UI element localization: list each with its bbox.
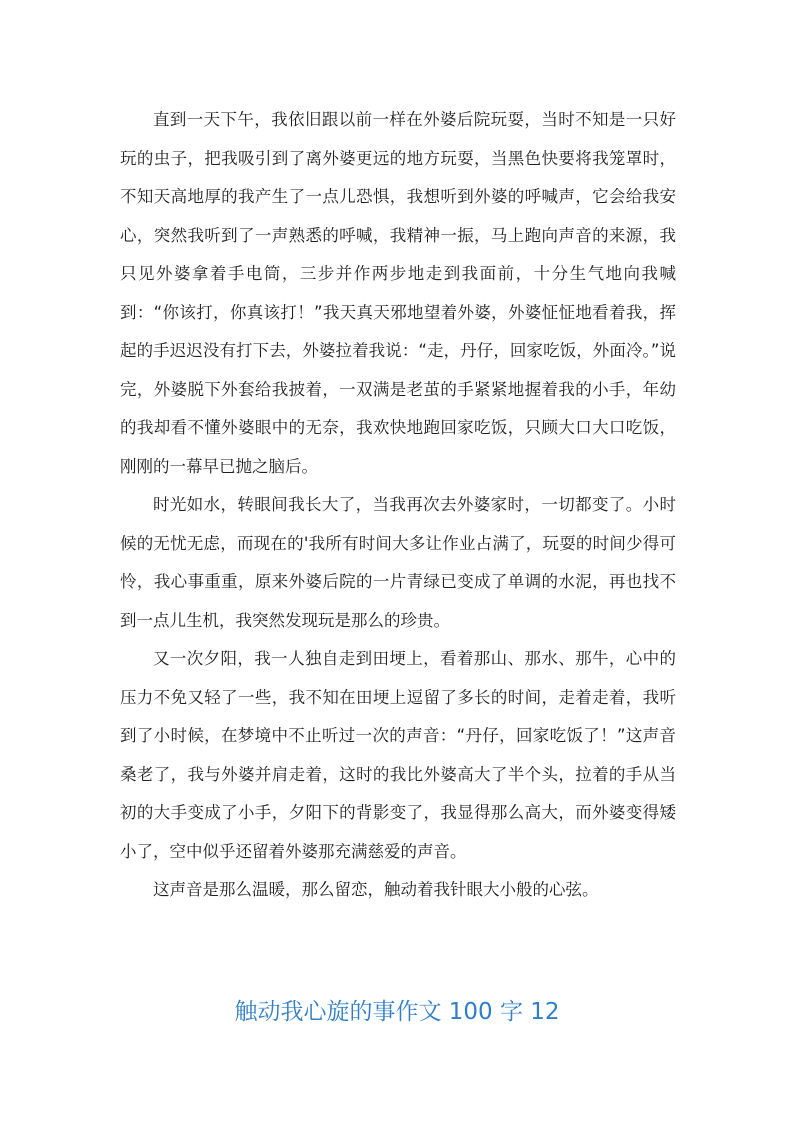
paragraph-3: 又一次夕阳，我一人独自走到田埂上，看着那山、那水、那牛，心中的压力不免又轻了一些，我不知在田埂上逗留了多长的时间，走着走着，我听到了小时候，在梦境中不止听过一次的声音：“丹仔，回家吃饭了！”这声音桑老了，我与外婆并肩走着，这时的我比外婆高大了半个头，拉着的手从当初的大手变成了小手，夕阳下的背影变了，我显得那么高大，而外婆变得矮小了，空中似乎还留着外婆那充满慈爱的声音。 xyxy=(120,649,676,861)
paragraph-1: 直到一天下午，我依旧跟以前一样在外婆后院玩耍，当时不知是一只好玩的虫子，把我吸引到了离外婆更远的地方玩耍，当黑色快要将我笼罩时，不知天高地厚的我产生了一点儿恐惧，我想听到外婆的呼喊声，它会给我安心，突然我听到了一声熟悉的呼喊，我精神一振，马上跑向声音的来源，我只见外婆拿着手电筒，三步并作两步地走到我面前，十分生气地向我喊到：“你该打，你真该打！”我天真天邪地望着外婆，外婆怔怔地看着我，挥起的手迟迟没有打下去，外婆拉着我说：“走，丹仔，回家吃饭，外面冷。”说完，外婆脱下外套给我披着，一双满是老茧的手紧紧地握着我的小手，年幼的我却看不懂外婆眼中的无奈，我欢快地跑回家吃饭，只顾大口大口吃饭，刚刚的一幕早已抛之脑后。 xyxy=(120,110,676,476)
essay-body xyxy=(120,101,676,910)
paragraph-4: 这声音是那么温暖，那么留恋，触动着我针眼大小般的心弦。 xyxy=(153,880,599,899)
paragraph-2: 时光如水，转眼间我长大了，当我再次去外婆家时，一切都变了。小时候的无忧无虑，而现在的'我所有时间大多让作业占满了，玩耍的时间少得可怜，我心事重重，原来外婆后院的一片青绿已变成了单调的水泥，再也找不到一点儿生机，我突然发现玩是那么的珍贵。 xyxy=(120,495,676,630)
section-heading: 触动我心旋的事作文 100 字 12 xyxy=(234,999,560,1026)
